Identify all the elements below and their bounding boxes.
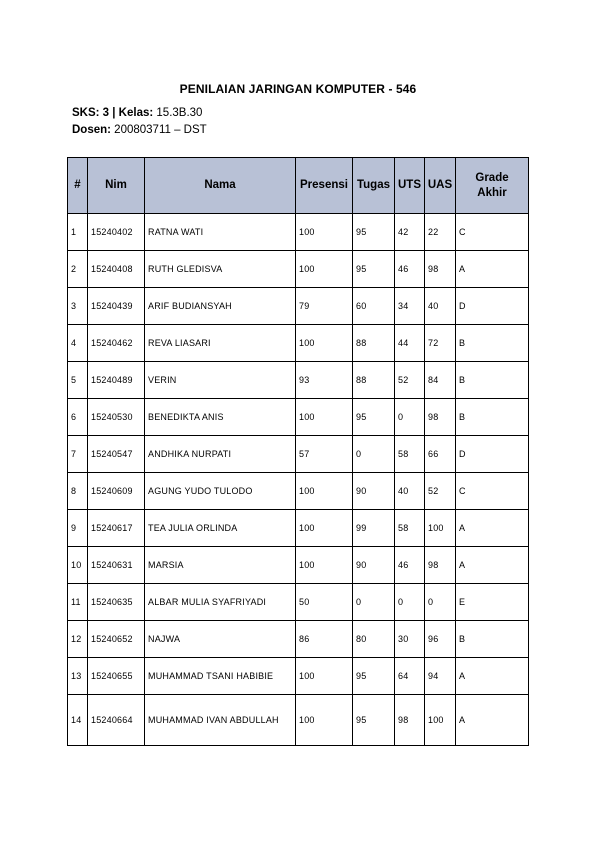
lecturer-info xyxy=(72,124,207,136)
cell-presensi: 100 xyxy=(296,325,353,362)
cell-grade: B xyxy=(456,621,529,658)
cell-grade: A xyxy=(456,658,529,695)
cell-uts: 46 xyxy=(395,547,425,584)
cell-nama: NAJWA xyxy=(145,621,296,658)
dosen-label: Dosen: xyxy=(72,124,111,136)
kelas-value: 15.3B.30 xyxy=(153,107,203,119)
table-row xyxy=(68,658,529,695)
table-row xyxy=(68,325,529,362)
cell-presensi: 100 xyxy=(296,214,353,251)
cell-uas: 100 xyxy=(425,510,456,547)
cell-presensi: 100 xyxy=(296,473,353,510)
cell-presensi: 100 xyxy=(296,251,353,288)
cell-grade: A xyxy=(456,547,529,584)
cell-nama: ANDHIKA NURPATI xyxy=(145,436,296,473)
table-row xyxy=(68,510,529,547)
table-body xyxy=(68,214,529,746)
cell-nama: AGUNG YUDO TULODO xyxy=(145,473,296,510)
table-header-row xyxy=(68,158,529,214)
cell-uts: 34 xyxy=(395,288,425,325)
cell-grade: B xyxy=(456,325,529,362)
cell-nim: 15240462 xyxy=(88,325,145,362)
cell-grade: E xyxy=(456,584,529,621)
cell-no: 10 xyxy=(68,547,88,584)
cell-uts: 46 xyxy=(395,251,425,288)
cell-nim: 15240635 xyxy=(88,584,145,621)
cell-nim: 15240631 xyxy=(88,547,145,584)
cell-no: 1 xyxy=(68,214,88,251)
header-no: # xyxy=(68,158,88,214)
cell-grade: A xyxy=(456,251,529,288)
table-row xyxy=(68,621,529,658)
cell-uts: 0 xyxy=(395,399,425,436)
cell-no: 9 xyxy=(68,510,88,547)
cell-tugas: 88 xyxy=(353,325,395,362)
table-row xyxy=(68,288,529,325)
cell-uas: 52 xyxy=(425,473,456,510)
header-grade xyxy=(456,158,529,214)
cell-nama: ARIF BUDIANSYAH xyxy=(145,288,296,325)
cell-nim: 15240402 xyxy=(88,214,145,251)
cell-no: 5 xyxy=(68,362,88,399)
cell-presensi: 100 xyxy=(296,510,353,547)
table-row xyxy=(68,251,529,288)
cell-no: 4 xyxy=(68,325,88,362)
cell-tugas: 95 xyxy=(353,399,395,436)
cell-uas: 98 xyxy=(425,251,456,288)
cell-uts: 64 xyxy=(395,658,425,695)
cell-grade: D xyxy=(456,288,529,325)
cell-presensi: 57 xyxy=(296,436,353,473)
header-presensi: Presensi xyxy=(296,158,353,214)
page-title: PENILAIAN JARINGAN KOMPUTER - 546 xyxy=(179,82,417,96)
cell-nim: 15240664 xyxy=(88,695,145,746)
cell-uts: 44 xyxy=(395,325,425,362)
cell-nama: MARSIA xyxy=(145,547,296,584)
header-nim: Nim xyxy=(88,158,145,214)
cell-uas: 98 xyxy=(425,399,456,436)
cell-nim: 15240530 xyxy=(88,399,145,436)
cell-nim: 15240655 xyxy=(88,658,145,695)
header-grade-line1: Grade xyxy=(475,171,509,184)
cell-uas: 100 xyxy=(425,695,456,746)
cell-nim: 15240547 xyxy=(88,436,145,473)
cell-grade: B xyxy=(456,399,529,436)
cell-no: 11 xyxy=(68,584,88,621)
cell-nama: VERIN xyxy=(145,362,296,399)
cell-uas: 96 xyxy=(425,621,456,658)
cell-nama: ALBAR MULIA SYAFRIYADI xyxy=(145,584,296,621)
cell-uas: 40 xyxy=(425,288,456,325)
header-grade-line2: Akhir xyxy=(477,186,507,199)
cell-nama: RATNA WATI xyxy=(145,214,296,251)
grades-table xyxy=(67,157,529,746)
cell-uas: 72 xyxy=(425,325,456,362)
cell-tugas: 0 xyxy=(353,584,395,621)
cell-grade: B xyxy=(456,362,529,399)
cell-uts: 58 xyxy=(395,436,425,473)
header-nama: Nama xyxy=(145,158,296,214)
cell-grade: A xyxy=(456,510,529,547)
cell-uts: 30 xyxy=(395,621,425,658)
cell-uts: 58 xyxy=(395,510,425,547)
cell-presensi: 93 xyxy=(296,362,353,399)
cell-no: 6 xyxy=(68,399,88,436)
cell-nim: 15240489 xyxy=(88,362,145,399)
cell-nama: REVA LIASARI xyxy=(145,325,296,362)
cell-uas: 84 xyxy=(425,362,456,399)
cell-uts: 40 xyxy=(395,473,425,510)
cell-uts: 0 xyxy=(395,584,425,621)
cell-tugas: 90 xyxy=(353,473,395,510)
cell-presensi: 100 xyxy=(296,399,353,436)
cell-uas: 66 xyxy=(425,436,456,473)
cell-uts: 52 xyxy=(395,362,425,399)
cell-no: 13 xyxy=(68,658,88,695)
cell-tugas: 80 xyxy=(353,621,395,658)
cell-uas: 0 xyxy=(425,584,456,621)
header-uas: UAS xyxy=(425,158,456,214)
cell-nama: TEA JULIA ORLINDA xyxy=(145,510,296,547)
cell-nim: 15240652 xyxy=(88,621,145,658)
cell-uas: 98 xyxy=(425,547,456,584)
cell-nim: 15240609 xyxy=(88,473,145,510)
cell-tugas: 95 xyxy=(353,251,395,288)
table-row xyxy=(68,473,529,510)
sks-label: SKS: 3 | Kelas: xyxy=(72,107,154,119)
cell-no: 7 xyxy=(68,436,88,473)
cell-presensi: 50 xyxy=(296,584,353,621)
cell-tugas: 88 xyxy=(353,362,395,399)
cell-nim: 15240617 xyxy=(88,510,145,547)
table-row xyxy=(68,399,529,436)
cell-tugas: 99 xyxy=(353,510,395,547)
cell-nim: 15240439 xyxy=(88,288,145,325)
cell-grade: D xyxy=(456,436,529,473)
cell-presensi: 86 xyxy=(296,621,353,658)
cell-tugas: 60 xyxy=(353,288,395,325)
cell-tugas: 0 xyxy=(353,436,395,473)
cell-tugas: 95 xyxy=(353,214,395,251)
table-row xyxy=(68,547,529,584)
cell-grade: C xyxy=(456,214,529,251)
table-row xyxy=(68,362,529,399)
cell-presensi: 100 xyxy=(296,695,353,746)
cell-tugas: 90 xyxy=(353,547,395,584)
cell-uts: 98 xyxy=(395,695,425,746)
cell-no: 2 xyxy=(68,251,88,288)
cell-grade: C xyxy=(456,473,529,510)
dosen-value: 200803711 – DST xyxy=(110,124,207,136)
cell-nama: MUHAMMAD TSANI HABIBIE xyxy=(145,658,296,695)
table-row xyxy=(68,436,529,473)
cell-no: 12 xyxy=(68,621,88,658)
cell-no: 3 xyxy=(68,288,88,325)
cell-uas: 22 xyxy=(425,214,456,251)
cell-nama: MUHAMMAD IVAN ABDULLAH xyxy=(145,695,296,746)
cell-nama: RUTH GLEDISVA xyxy=(145,251,296,288)
cell-no: 14 xyxy=(68,695,88,746)
table-row xyxy=(68,695,529,746)
cell-nama: BENEDIKTA ANIS xyxy=(145,399,296,436)
cell-uas: 94 xyxy=(425,658,456,695)
cell-presensi: 100 xyxy=(296,547,353,584)
cell-tugas: 95 xyxy=(353,695,395,746)
cell-no: 8 xyxy=(68,473,88,510)
cell-tugas: 95 xyxy=(353,658,395,695)
cell-presensi: 100 xyxy=(296,658,353,695)
header-tugas: Tugas xyxy=(353,158,395,214)
cell-grade: A xyxy=(456,695,529,746)
cell-uts: 42 xyxy=(395,214,425,251)
table-row xyxy=(68,584,529,621)
header-uts: UTS xyxy=(395,158,425,214)
table-row xyxy=(68,214,529,251)
cell-presensi: 79 xyxy=(296,288,353,325)
class-info xyxy=(72,107,202,119)
cell-nim: 15240408 xyxy=(88,251,145,288)
